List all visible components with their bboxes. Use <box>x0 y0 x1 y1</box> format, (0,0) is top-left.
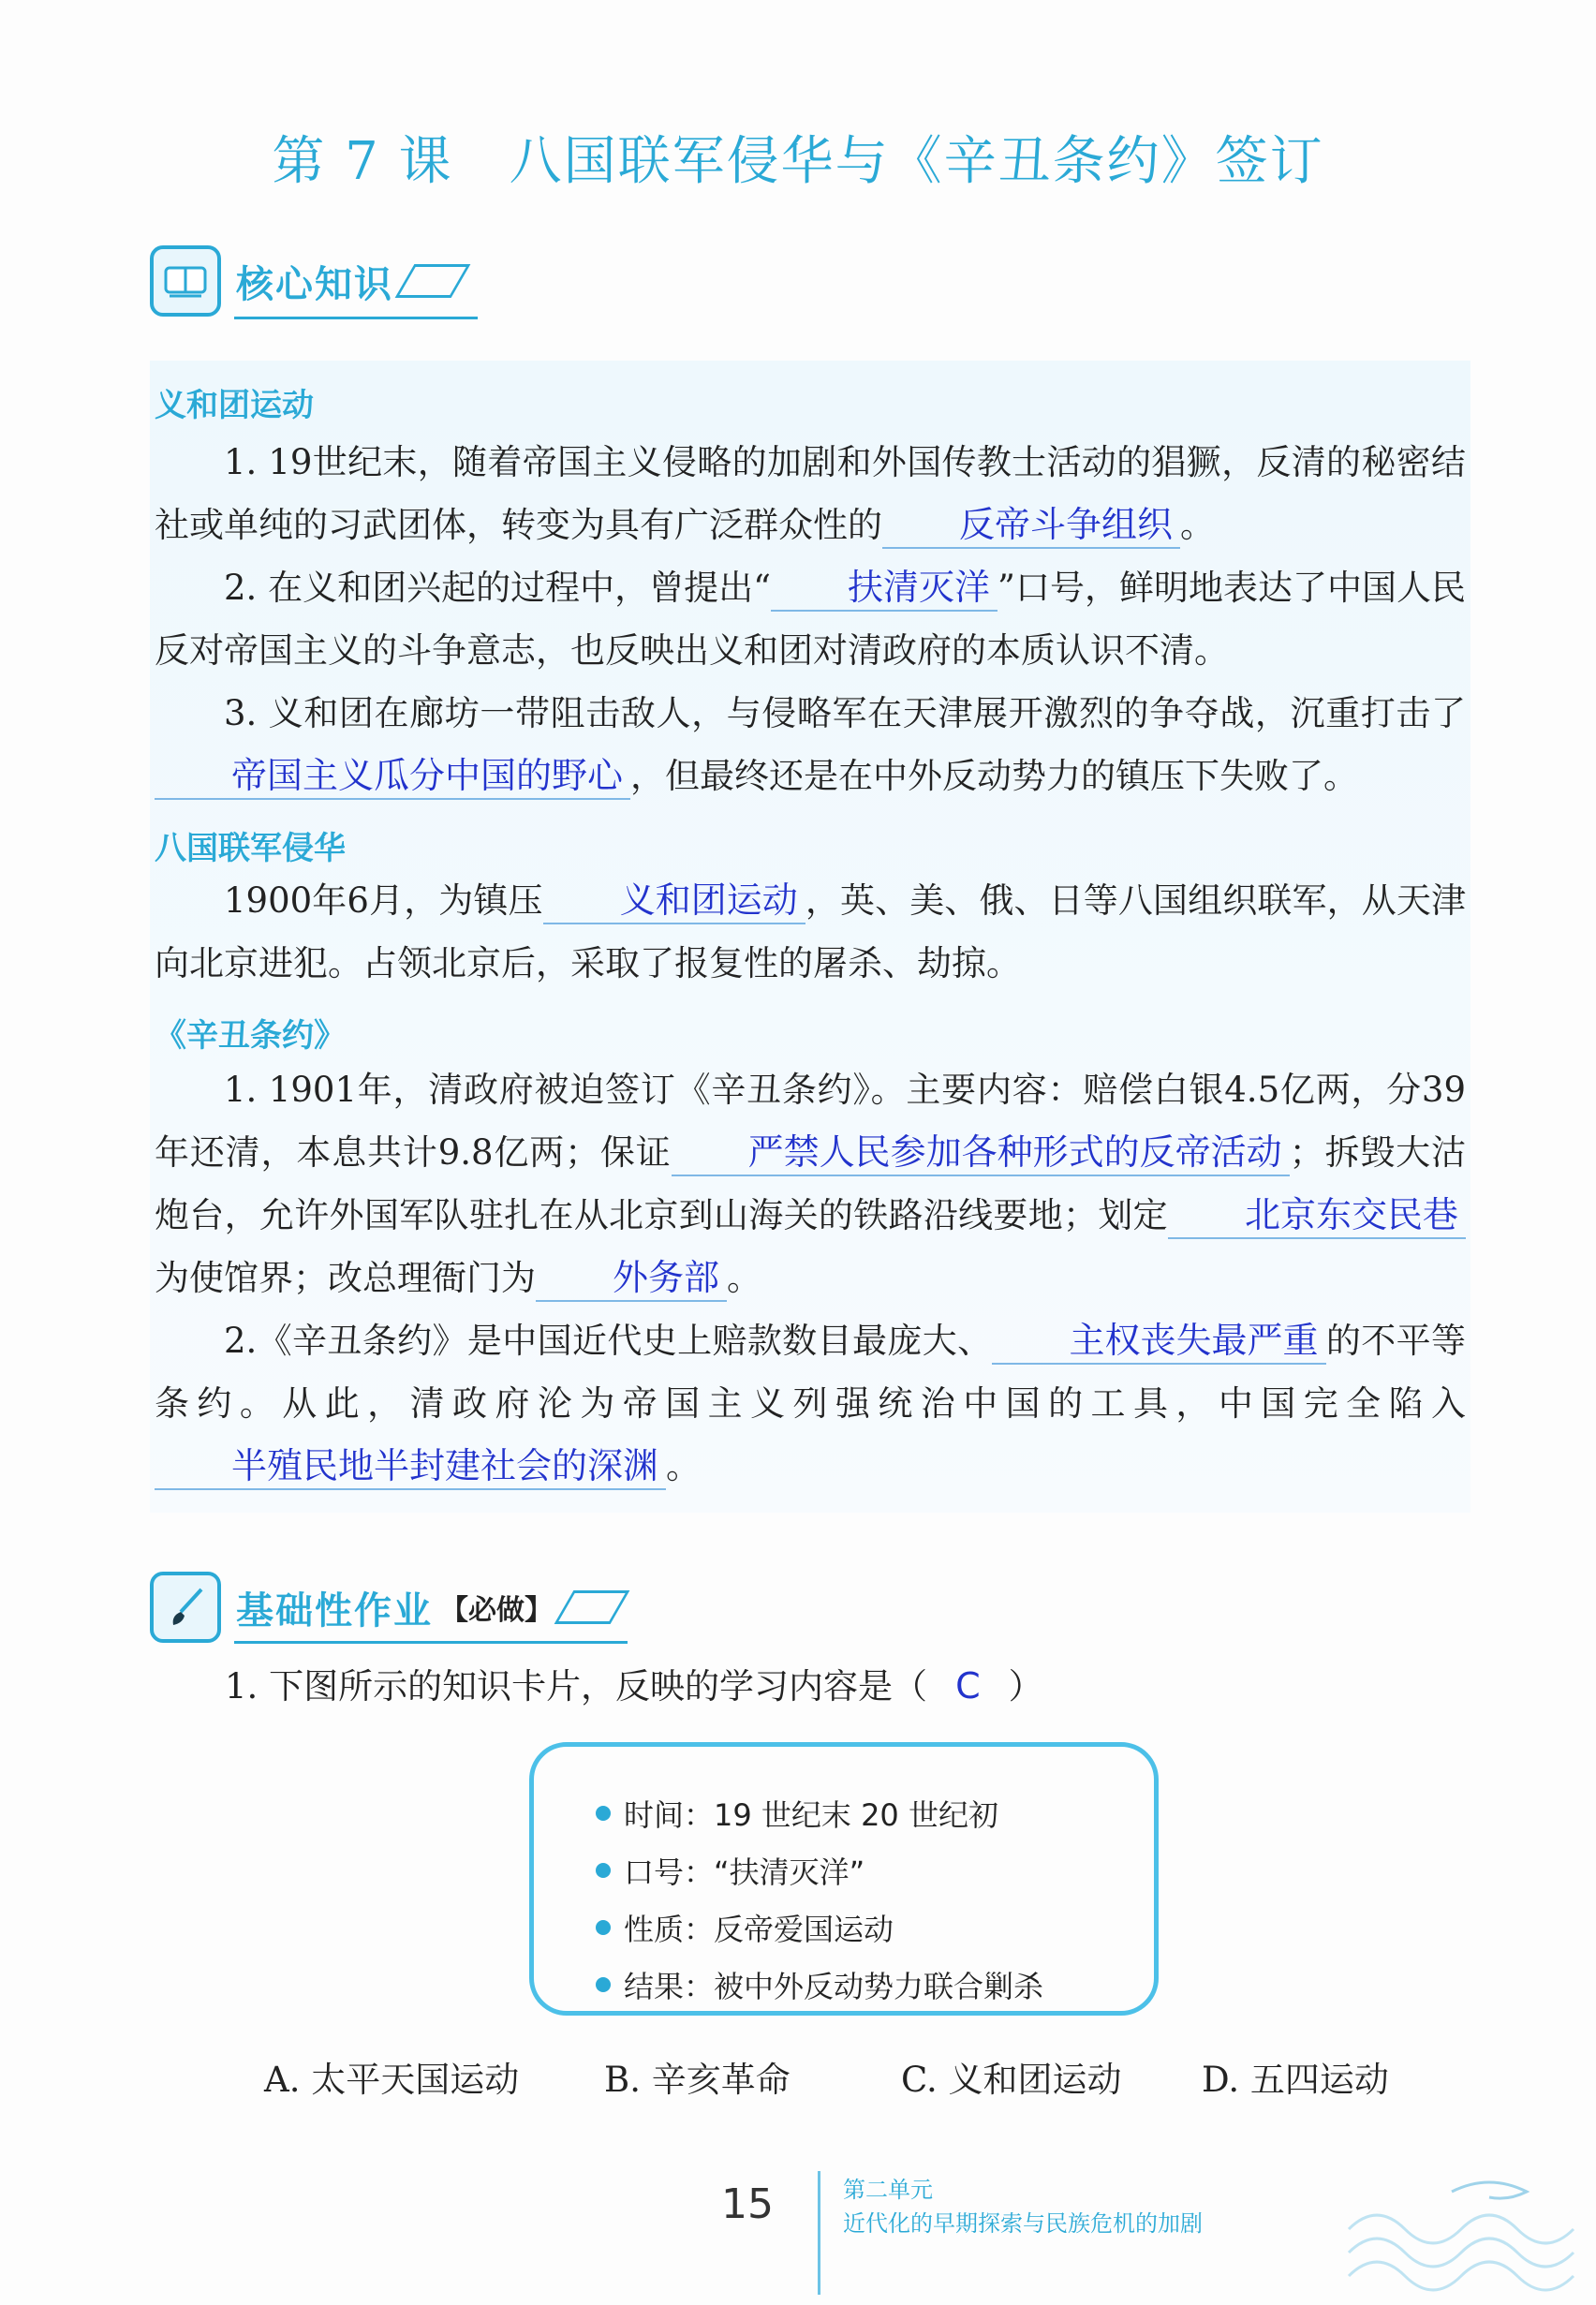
parallelogram-deco <box>554 1590 630 1624</box>
answer-fill: 扶清灭洋 <box>771 565 998 612</box>
boxer-paragraph-2: 2. 在义和团兴起的过程中，曾提出“ 扶清灭洋 ”口号，鲜明地表达了中国人民反对帝国主义的斗争意志，也反映出义和团对清政府的本质认识不清。 <box>155 567 1466 671</box>
header-underline <box>234 317 478 319</box>
answer-fill: 主权丧失最严重 <box>992 1318 1325 1365</box>
answer-fill: 外务部 <box>536 1255 727 1302</box>
brush-icon <box>150 1572 221 1643</box>
treaty-paragraph-2: 2.《辛丑条约》是中国近代史上赔款数目最庞大、 主权丧失最严重 的不平等条约。从此，清政府沦为帝国主义列强统治中国的工具，中国完全陷入半殖民地半封建社会的深渊 。 <box>155 1309 1466 1498</box>
page-number: 15 <box>721 2180 774 2228</box>
homework-header <box>150 1572 620 1643</box>
bullet-dot-icon <box>596 1920 611 1935</box>
homework-tag: 【必做】 <box>440 1594 553 1627</box>
boxer-paragraph-1: 1. 19世纪末，随着帝国主义侵略的加剧和外国传教士活动的猖獗，反清的秘密结社或单纯的习武团体，转变为具有广泛群众性的 反帝斗争组织 。 <box>155 431 1466 556</box>
bullet-dot-icon <box>596 1977 611 1992</box>
footer-unit: 第二单元 近代化的早期探索与民族危机的加剧 <box>843 2177 1203 2237</box>
knowledge-card <box>529 1742 1159 2016</box>
answer-fill: 反帝斗争组织 <box>882 502 1180 549</box>
invasion-paragraph: 1900年6月，为镇压 义和团运动 ，英、美、俄、日等八国组织联军，从天津向北京进犯。占领北京后，采取了报复性的屠杀、劫掠。 <box>155 879 1467 983</box>
subhead-invasion: 八国联军侵华 <box>155 830 346 867</box>
option-d: D. 五四运动 <box>1202 2060 1389 2100</box>
lesson-number: 第 7 课 <box>272 131 453 192</box>
answer-fill: 帝国主义瓜分中国的野心 <box>155 753 630 800</box>
card-row: 结果：被中外反动势力联合剿杀 <box>596 1956 1154 2013</box>
answer-fill: 北京东交民巷 <box>1168 1192 1466 1239</box>
question-1: 1. 下图所示的知识卡片，反映的学习内容是（ C ） <box>225 1665 1043 1707</box>
homework-title: 基础性作业 <box>236 1588 433 1633</box>
option-b: B. 辛亥革命 <box>604 2060 791 2100</box>
core-knowledge-title: 核心知识 <box>236 262 393 306</box>
treaty-paragraph-1: 1. 1901年，清政府被迫签订《辛丑条约》。主要内容：赔偿白银4.5亿两，分39年还清，本息共计9.8亿两；保证 严禁人民参加各种形式的反帝活动 ；拆毁大沽炮台，允许外国军队驻扎在从北京到山海关的铁路沿线要地；划定 北京东交民巷为使馆界；改总理衙门为 外务部 。 <box>155 1058 1466 1309</box>
lesson-title <box>0 120 1596 195</box>
answer-fill: 严禁人民参加各种形式的反帝活动 <box>672 1130 1290 1176</box>
option-a: A. 太平天国运动 <box>264 2060 520 2100</box>
subhead-treaty: 《辛丑条约》 <box>155 1017 346 1055</box>
card-row: 时间：19 世纪末 20 世纪初 <box>596 1784 1154 1841</box>
option-c: C. 义和团运动 <box>901 2060 1122 2100</box>
bullet-dot-icon <box>596 1806 611 1821</box>
subhead-boxer: 义和团运动 <box>155 387 314 424</box>
answer-fill: 义和团运动 <box>543 878 805 924</box>
wave-pattern-icon <box>1339 2164 1583 2295</box>
answer-fill: 半殖民地半封建社会的深渊 <box>155 1443 666 1490</box>
lesson-name: 八国联军侵华与《辛丑条约》签订 <box>509 131 1324 192</box>
parallelogram-deco <box>395 264 471 298</box>
card-row: 性质：反帝爱国运动 <box>596 1899 1154 1956</box>
boxer-paragraph-3: 3. 义和团在廊坊一带阻击敌人，与侵略军在天津展开激烈的争夺战，沉重打击了帝国主义瓜分中国的野心 ，但最终还是在中外反动势力的镇压下失败了。 <box>155 682 1466 807</box>
card-row: 口号：“扶清灭洋” <box>596 1841 1154 1899</box>
answer-choice: C <box>955 1665 981 1707</box>
core-knowledge-header <box>150 245 461 317</box>
footer-divider <box>818 2171 820 2295</box>
book-icon <box>150 245 221 317</box>
bullet-dot-icon <box>596 1863 611 1878</box>
header-underline <box>234 1641 628 1644</box>
